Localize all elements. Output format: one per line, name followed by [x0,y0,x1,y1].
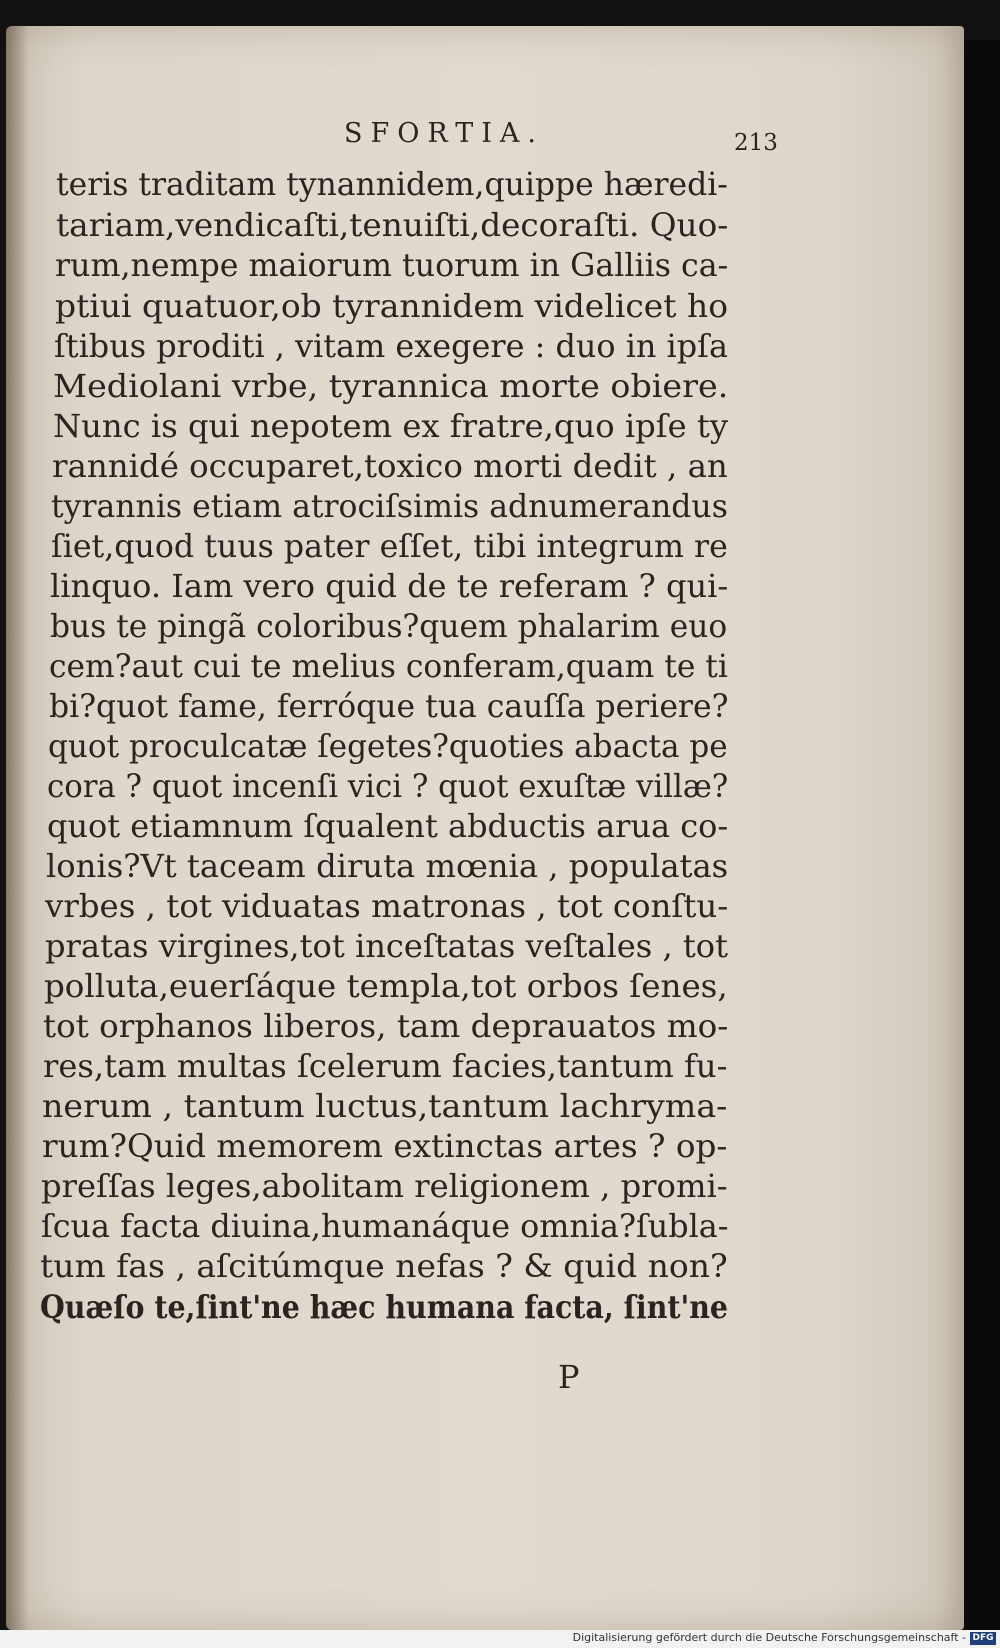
text-line: pratas virgines,tot inceſtatas veſtales , tot [45,927,728,965]
text-line: ſiet,quod tuus pater eſſet, tibi integrum re [51,527,728,565]
text-line: rum?Quid memorem extinctas artes ? op- [42,1127,728,1165]
text-line: bus te pingã coloribus?quem phalarim euo [50,607,728,645]
text-line: lonis?Vt taceam diruta mœnia , populatas [46,847,729,885]
text-line: quot proculcatæ ſegetes?quoties abacta pe [48,727,728,765]
text-line: ſtibus proditi , vitam exegere : duo in ipſa [54,327,728,365]
text-line: linquo. Iam vero quid de te referam ? qui- [50,567,729,605]
text-line: quot etiamnum ſqualent abductis arua co- [47,807,729,845]
text-line: rum,nempe maiorum tuorum in Galliis ca- [55,246,729,284]
text-line: res,tam multas ſcelerum facies,tantum fu- [43,1047,728,1085]
text-line: Nunc is qui nepotem ex fratre,quo ipſe ty [53,407,729,445]
text-line: tariam,vendicaſti,tenuiſti,decoraſti. Quo- [56,206,729,244]
text-line: vrbes , tot viduatas matronas , tot conſtu- [45,887,729,925]
signature-mark: P [558,1358,580,1396]
text-line: Mediolani vrbe, tyrannica morte obiere. [53,367,729,405]
text-line: teris traditam tynannidem,quippe hæredi- [56,165,728,203]
funding-credit: Digitalisierung gefördert durch die Deutsche Forschungsgemeinschaft - [572,1631,966,1644]
text-line: bi?quot fame, ferróque tua cauſſa periere? [49,687,729,725]
running-head: SFORTIA. [344,118,544,149]
dfg-logo: DFG [970,1632,996,1645]
text-line: tot orphanos liberos, tam deprauatos mo- [43,1007,729,1045]
text-line: ſcua facta diuina,humanáque omnia?ſubla- [41,1207,729,1245]
text-line: polluta,euerſáque templa,tot orbos ſenes, [44,967,728,1005]
text-line: rannidé occuparet,toxico morti dedit , an [52,447,728,485]
text-line: preſſas leges,abolitam religionem , promi- [41,1167,728,1205]
text-line: Quæſo te,ſint'ne hæc humana facta, ſint'ne [40,1288,729,1326]
text-line: tyrannis etiam atrociſsimis adnumerandus [51,487,728,525]
page-number: 213 [734,130,778,156]
text-line: cem?aut cui te melius conferam,quam te ti [49,647,728,685]
digitization-footer [0,1630,1000,1648]
text-line: nerum , tantum luctus,tantum lachryma- [42,1087,728,1125]
text-line: ptiui quatuor,ob tyrannidem videlicet ho [55,287,729,325]
text-line: cora ? quot incenſi vici ? quot exuſtæ villæ? [47,767,729,805]
text-line: tum fas , aſcitúmque nefas ? & quid non? [40,1247,728,1285]
